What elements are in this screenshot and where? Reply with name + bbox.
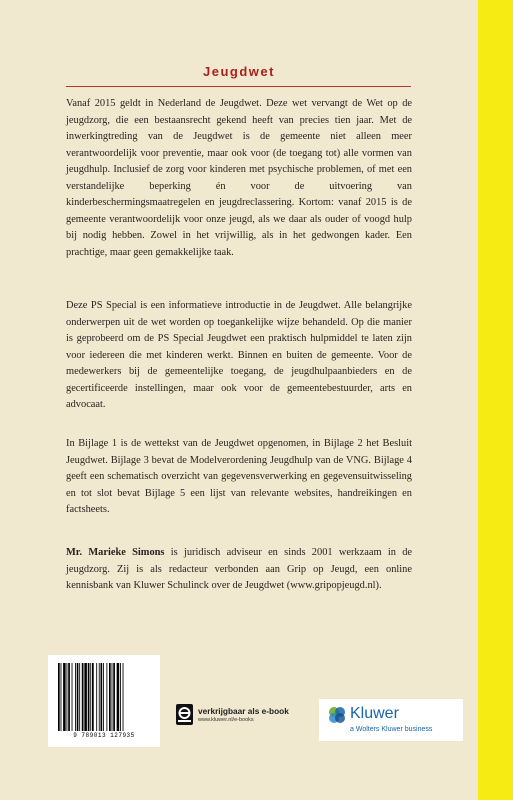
publisher-tagline: a Wolters Kluwer business (350, 726, 433, 733)
paragraph-appendices: In Bijlage 1 is de wettekst van de Jeugdwet opgenomen, in Bijlage 2 het Besluit Jeugdwet. Bijlage 3 bevat de Modelverordening Jeugdhulp van de VNG. Bijlage 4 geeft een schematisch overzicht van gegevensverwerking en gegevensuitwisseling en tot slot bevat Bijlage 5 een lijst van relevante websites, handreikingen en factsheets. (66, 438, 412, 515)
barcode-number: 9 789013 127935 (73, 732, 135, 739)
ebook-icon (176, 704, 193, 725)
paragraph-author (66, 545, 412, 595)
barcode-bars (56, 663, 152, 733)
publisher-name: Kluwer (350, 705, 399, 722)
title-divider (66, 86, 411, 87)
ebook-url: www.kluwer.nl/e-books (198, 717, 254, 723)
publisher-logo (319, 699, 463, 741)
paragraph-special: Deze PS Special is een informatieve introductie in de Jeugdwet. Alle belangrijke onderwerpen uit de wet worden op toegankelijke wijze behandeld. Op die manier is geprobeerd om de PS Special Jeugdwet een praktisch hulpmiddel te laten zijn voor iedereen die met kinderen werkt. Binnen en buiten de gemeente. Voor de medewerkers bij de gemeentelijke toegang, de jeugdhulpaanbieders en de gecertificeerde instellingen, maar ook voor de gemeentebestuurder, arts en advocaat. (66, 300, 412, 410)
author-name: Mr. Marieke Simons (66, 547, 165, 558)
ebook-label: verkrijgbaar als e-book (198, 706, 289, 716)
yellow-side-band (478, 0, 513, 800)
paragraph-intro: Vanaf 2015 geldt in Nederland de Jeugdwet. Deze wet vervangt de Wet op de jeugdzorg, die een bestaansrecht gekend heeft van precies tien jaar. Met de inwerkingtreding van de Jeugdwet is de gemeente niet alleen meer verantwoordelijk voor preventie, maar ook voor (de toegang tot) alle vormen van jeugdhulp. Inclusief de zorg voor kinderen met psychische problemen, of met een verstandelijke beperking én voor de uitvoering van kinderbeschermingsmaatregelen en jeugdreclassering. Kortom: vanaf 2015 is de gemeente verantwoordelijk voor onze jeugd, als we daar als ouder of voogd hulp bij nodig hebben. Zowel in het vrijwillig, als in het gedwongen kader. Een prachtige, maar geen gemakkelijke taak. (66, 98, 412, 258)
author-bio: is juridisch adviseur en sinds 2001 werkzaam in de jeugdzorg. Zij is als redacteur verbonden aan Grip op Jeugd, een online kennisbank van Kluwer Schulinck over de Jeugdwet (www.gripopjeugd.nl). (66, 547, 412, 591)
book-title: Jeugdwet (203, 64, 275, 79)
barcode (48, 655, 160, 747)
kluwer-globe-icon (327, 705, 347, 725)
